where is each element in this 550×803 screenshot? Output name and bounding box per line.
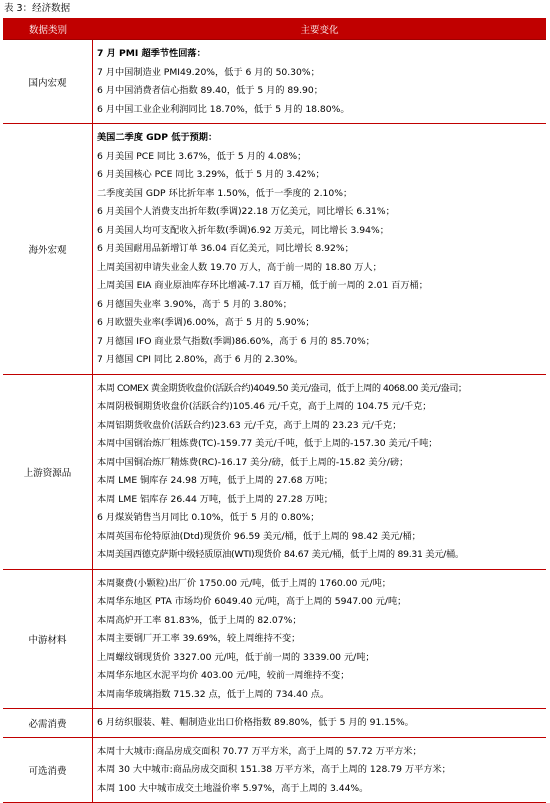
row-content — [93, 40, 546, 123]
row-category: 中游材料 — [3, 570, 93, 709]
row-content — [93, 570, 546, 709]
row-line: 本周英国布伦特原油(Dtd)现货价 96.59 美元/桶，低于上周的 98.42 美元/桶； — [97, 528, 546, 547]
row-line: 本周阴极铜期货收盘价(活跃合约)105.46 元/千克，高于上周的 104.75 元/千克； — [97, 398, 546, 417]
row-line: 6 月煤炭销售当月同比 0.10%，低于 5 月的 0.80%； — [97, 509, 546, 528]
row-line: 本周华东地区水泥平均价 403.00 元/吨，较前一周维持不变； — [97, 667, 546, 686]
table-caption: 表 3：经济数据 — [4, 3, 70, 15]
row-line: 本周中国铜冶炼厂精炼费(RC)-16.17 美分/磅，低于上周的-15.82 美分/磅； — [97, 454, 546, 473]
row-line: 6 月中国消费者信心指数 89.40，低于 5 月的 89.90； — [97, 82, 546, 101]
header-content: 主要变化 — [93, 22, 546, 36]
row-line: 本周 30 大中城市:商品房成交面积 151.38 万平方米，高于上周的 128.79 万平方米； — [97, 761, 546, 780]
row-line: 本周华东地区 PTA 市场均价 6049.40 元/吨，高于上周的 5947.00 元/吨； — [97, 593, 546, 612]
row-content — [93, 709, 546, 737]
row-line: 上周螺纹钢现货价 3327.00 元/吨，低于前一周的 3339.00 元/吨； — [97, 649, 546, 668]
row-line: 本周 LME 铝库存 26.44 万吨，低于上周的 27.28 万吨； — [97, 491, 546, 510]
row-line: 7 月德国 IFO 商业景气指数(季调)86.60%，高于 6 月的 85.70%； — [97, 333, 546, 352]
row-line: 6 月美国人均可支配收入折年数(季调)6.92 万美元，同比增长 3.94%； — [97, 222, 546, 241]
table-header — [3, 18, 546, 40]
row-line: 7 月中国制造业 PMI49.20%，低于 6 月的 50.30%； — [97, 64, 546, 83]
row-line: 本周铝期货收盘价(活跃合约)23.63 元/千克，高于上周的 23.23 元/千克； — [97, 417, 546, 436]
row-category: 上游资源品 — [3, 375, 93, 569]
row-line: 二季度美国 GDP 环比折年率 1.50%，低于一季度的 2.10%； — [97, 185, 546, 204]
row-line: 上周美国 EIA 商业原油库存环比增减-7.17 百万桶，低于前一周的 2.01 百万桶； — [97, 277, 546, 296]
table-row — [3, 709, 546, 738]
row-content — [93, 375, 546, 569]
table-row — [3, 570, 546, 710]
row-category: 国内宏观 — [3, 40, 93, 123]
row-line: 6 月德国失业率 3.90%，高于 5 月的 3.80%； — [97, 296, 546, 315]
row-line: 6 月中国工业企业利润同比 18.70%，低于 5 月的 18.80%。 — [97, 101, 546, 120]
row-line: 本周高炉开工率 81.83%，低于上周的 82.07%； — [97, 612, 546, 631]
row-line: 本周主要钢厂开工率 39.69%，较上周维持不变； — [97, 630, 546, 649]
row-line: 6 月美国个人消费支出折年数(季调)22.18 万亿美元，同比增长 6.31%； — [97, 203, 546, 222]
row-line: 7 月德国 CPI 同比 2.80%，高于 6 月的 2.30%。 — [97, 351, 546, 370]
row-heading: 美国二季度 GDP 低于预期： — [97, 129, 546, 148]
table-row — [3, 40, 546, 124]
row-line: 本周 LME 铜库存 24.98 万吨，低于上周的 27.68 万吨； — [97, 472, 546, 491]
row-category: 可选消费 — [3, 738, 93, 803]
economic-data-table — [3, 18, 546, 803]
row-line: 本周 COMEX 黄金期货收盘价(活跃合约)4049.50 美元/盎司，低于上周的 4068.00 美元/盎司； — [97, 380, 546, 399]
row-line: 6 月纺织服装、鞋、帽制造业出口价格指数 89.80%，低于 5 月的 91.15%。 — [97, 714, 546, 733]
row-content — [93, 124, 546, 374]
row-line: 本周南华玻璃指数 715.32 点，低于上周的 734.40 点。 — [97, 686, 546, 705]
row-line: 6 月欧盟失业率(季调)6.00%，高于 5 月的 5.90%； — [97, 314, 546, 333]
row-content — [93, 738, 546, 803]
row-line: 本周美国西德克萨斯中级轻质原油(WTI)现货价 84.67 美元/桶，低于上周的 89.31 美元/桶。 — [97, 546, 546, 565]
row-line: 本周 100 大中城市成交土地溢价率 5.97%，高于上周的 3.44%。 — [97, 780, 546, 799]
table-row — [3, 124, 546, 375]
row-line: 上周美国初申请失业金人数 19.70 万人，高于前一周的 18.80 万人； — [97, 259, 546, 278]
row-category: 海外宏观 — [3, 124, 93, 374]
row-line: 本周十大城市:商品房成交面积 70.77 万平方米，高于上周的 57.72 万平方米； — [97, 743, 546, 762]
table-row — [3, 738, 546, 803]
row-line: 本周聚费(小颗粒)出厂价 1750.00 元/吨，低于上周的 1760.00 元/吨； — [97, 575, 546, 594]
row-category: 必需消费 — [3, 709, 93, 737]
row-line: 6 月美国核心 PCE 同比 3.29%，低于 5 月的 3.42%； — [97, 166, 546, 185]
table-body — [3, 40, 546, 803]
row-heading: 7 月 PMI 超季节性回落： — [97, 45, 546, 64]
row-line: 本周中国钢治炼厂粗炼费(TC)-159.77 美元/千吨，低于上周的-157.30 美元/千吨； — [97, 435, 546, 454]
row-line: 6 月美国 PCE 同比 3.67%，低于 5 月的 4.08%； — [97, 148, 546, 167]
table-row — [3, 375, 546, 570]
row-line: 6 月美国耐用品新增订单 36.04 百亿美元，同比增长 8.92%； — [97, 240, 546, 259]
header-category: 数据类别 — [3, 22, 93, 36]
